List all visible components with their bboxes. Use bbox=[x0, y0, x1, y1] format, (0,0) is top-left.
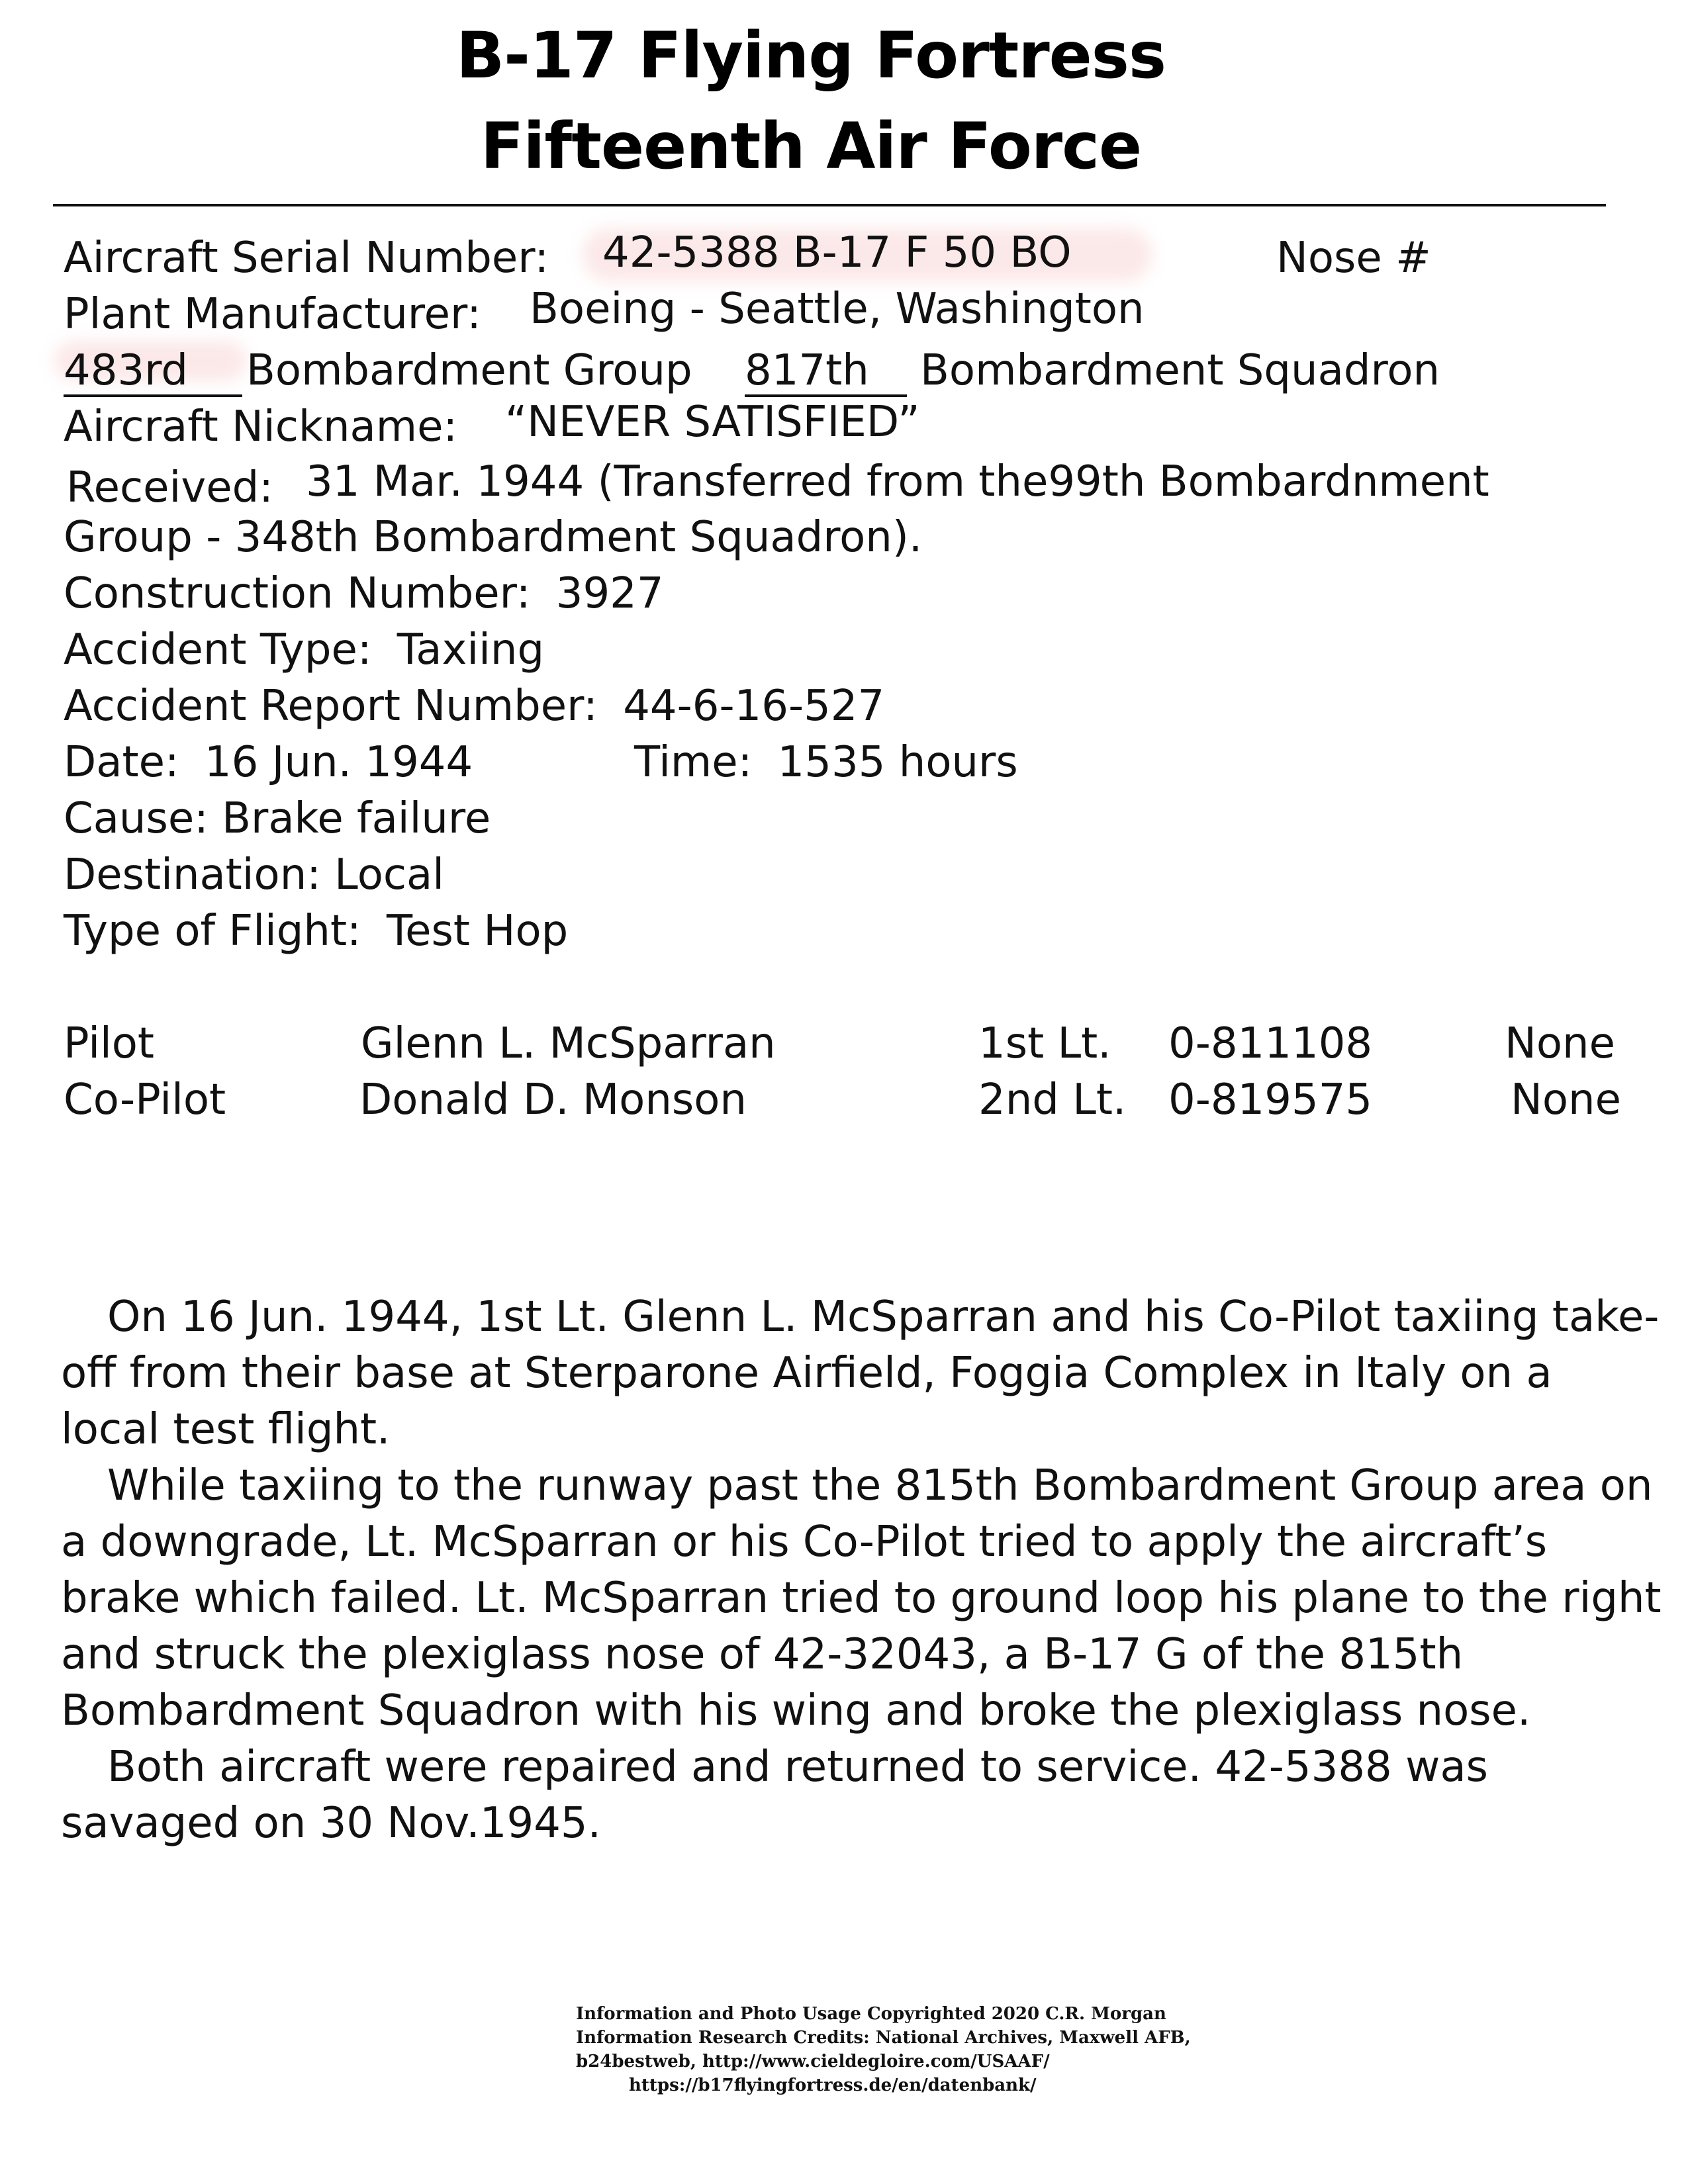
cause-value: Brake failure bbox=[222, 794, 491, 843]
group-row bbox=[64, 344, 692, 397]
nickname-value: “NEVER SATISFIED” bbox=[505, 398, 920, 447]
credits bbox=[576, 2002, 1191, 2097]
cause-label: Cause: bbox=[64, 794, 209, 843]
crew-role: Co-Pilot bbox=[64, 1075, 226, 1124]
group-label: Bombardment Group bbox=[246, 346, 692, 395]
destination-value: Local bbox=[334, 850, 445, 899]
flight-type-label: Type of Flight: bbox=[64, 907, 361, 956]
crew-rank: 1st Lt. bbox=[978, 1019, 1111, 1068]
date-value: 16 Jun. 1944 bbox=[204, 738, 473, 787]
narrative-paragraph: While taxiing to the runway past the 815th Bombardment Group area on a downgrade, Lt. McSparran or his Co-Pilot tried to apply the aircraft’s brake which failed. Lt. McSparran tried to ground loop his plane to the right and struck the plexiglass nose of 42-32043, a B-17 G of the 815th Bombardment Squadron with his wing and broke the plexiglass nose. bbox=[61, 1461, 1662, 1735]
construction-value: 3927 bbox=[555, 569, 664, 618]
page-title: B-17 Flying Fortress bbox=[455, 19, 1166, 93]
manufacturer-label: Plant Manufacturer: bbox=[64, 290, 481, 339]
accident-type-row bbox=[64, 623, 544, 676]
accident-type-label: Accident Type: bbox=[64, 625, 372, 674]
time-row bbox=[634, 736, 1018, 789]
crew-status: None bbox=[1505, 1019, 1615, 1068]
date-label: Date: bbox=[64, 738, 179, 787]
page-subtitle: Fifteenth Air Force bbox=[480, 109, 1142, 183]
narrative bbox=[61, 1289, 1663, 1852]
manufacturer-value: Boeing - Seattle, Washington bbox=[530, 285, 1145, 334]
date-row bbox=[64, 736, 473, 789]
crew-name: Glenn L. McSparran bbox=[361, 1019, 776, 1068]
flight-type-row bbox=[64, 905, 568, 958]
narrative-paragraph: On 16 Jun. 1944, 1st Lt. Glenn L. McSparran and his Co-Pilot taxiing take-off from their base at Sterparone Airfield, Foggia Complex in Italy on a local test flight. bbox=[61, 1293, 1660, 1454]
time-value: 1535 hours bbox=[777, 738, 1018, 787]
narrative-paragraph: Both aircraft were repaired and returned to service. 42-5388 was savaged on 30 Nov.1945. bbox=[61, 1743, 1488, 1848]
credit-line: https://b17flyingfortress.de/en/datenbank/ bbox=[629, 2075, 1037, 2095]
crew-name: Donald D. Monson bbox=[359, 1075, 747, 1124]
flight-type-value: Test Hop bbox=[386, 907, 569, 956]
squadron-label: Bombardment Squadron bbox=[920, 346, 1440, 395]
squadron-value: 817th bbox=[745, 347, 907, 397]
crew-role: Pilot bbox=[64, 1019, 154, 1068]
nickname-label: Aircraft Nickname: bbox=[64, 402, 457, 451]
received-value-continued: Group - 348th Bombardment Squadron). bbox=[64, 513, 923, 562]
credit-line: Information and Photo Usage Copyrighted 2020 C.R. Morgan bbox=[576, 2004, 1166, 2024]
crew-service-number: 0-811108 bbox=[1168, 1019, 1373, 1068]
crew-rank: 2nd Lt. bbox=[978, 1075, 1127, 1124]
credit-line: Information Research Credits: National Archives, Maxwell AFB, bbox=[576, 2028, 1191, 2048]
crew-service-number: 0-819575 bbox=[1168, 1075, 1373, 1124]
credit-line: b24bestweb, http://www.cieldegloire.com/USAAF/ bbox=[576, 2052, 1050, 2071]
destination-label: Destination: bbox=[64, 850, 321, 899]
received-value: 31 Mar. 1944 (Transferred from the99th Bombardnment bbox=[306, 457, 1489, 506]
report-value: 44-6-16-527 bbox=[623, 682, 885, 731]
received-label: Received: bbox=[66, 463, 273, 512]
report-row bbox=[64, 680, 884, 733]
construction-row bbox=[64, 567, 664, 620]
nose-label: Nose # bbox=[1276, 234, 1431, 283]
destination-row bbox=[64, 848, 444, 901]
serial-label: Aircraft Serial Number: bbox=[64, 234, 549, 283]
time-label: Time: bbox=[634, 738, 753, 787]
title-divider bbox=[53, 204, 1606, 206]
squadron-row bbox=[745, 344, 1440, 397]
group-value: 483rd bbox=[64, 347, 242, 397]
crew-status: None bbox=[1511, 1075, 1621, 1124]
report-label: Accident Report Number: bbox=[64, 682, 598, 731]
serial-row bbox=[64, 232, 549, 285]
serial-value: 42-5388 B-17 F 50 BO bbox=[602, 228, 1072, 277]
cause-row bbox=[64, 792, 491, 845]
construction-label: Construction Number: bbox=[64, 569, 531, 618]
accident-type-value: Taxiing bbox=[397, 625, 545, 674]
